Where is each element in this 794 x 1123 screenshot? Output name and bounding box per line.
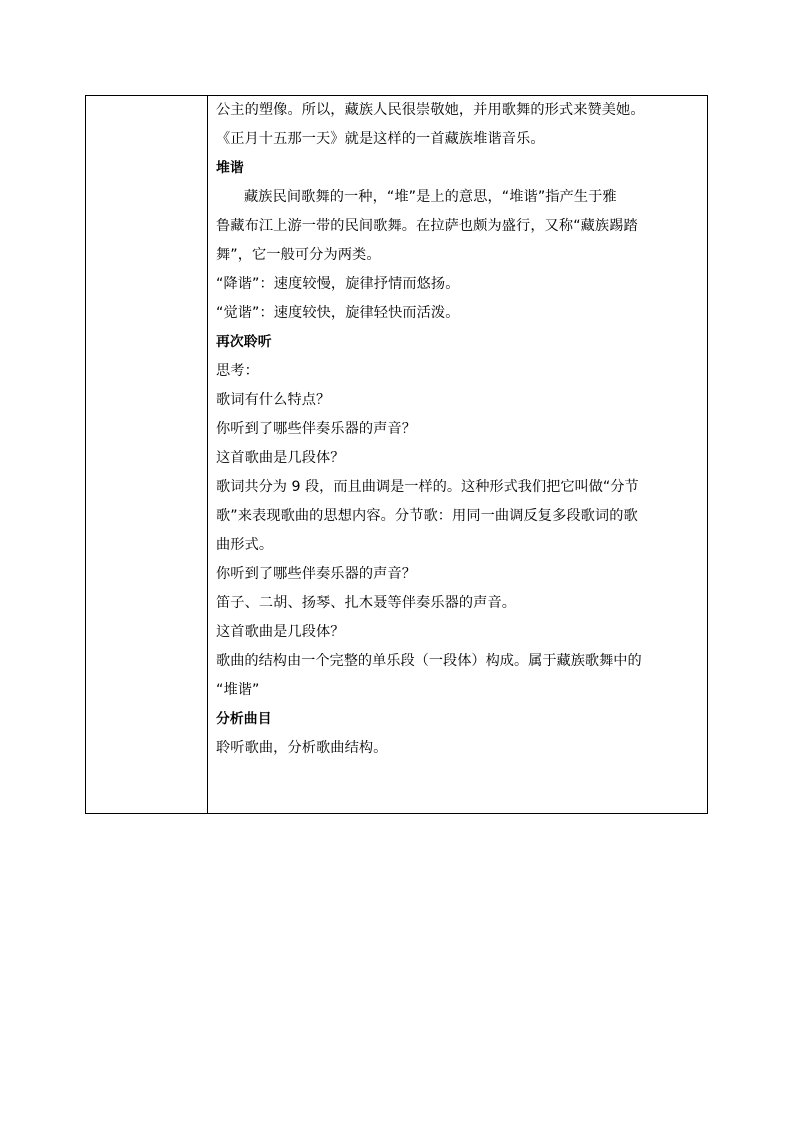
text-line: 公主的塑像。所以，藏族人民很崇敬她，并用歌舞的形式来赞美她。 bbox=[216, 102, 645, 118]
text-line: 藏族民间歌舞的一种，“堆”是上的意思，“堆谐”指产生于雅 bbox=[244, 189, 617, 205]
text-line: 《正月十五那一天》就是这样的一首藏族堆谐音乐。 bbox=[216, 131, 545, 147]
section-heading-analysis: 分析曲目 bbox=[216, 711, 272, 727]
text-line: 你听到了哪些伴奏乐器的声音？ bbox=[216, 421, 417, 437]
text-line: 歌词共分为 9 段，而且曲调是一样的。这种形式我们把它叫做“分节 bbox=[216, 479, 639, 495]
text-line: 歌曲的结构由一个完整的单乐段（一段体）构成。属于藏族歌舞中的 bbox=[216, 653, 642, 669]
text-line: “降谐”：速度较慢，旋律抒情而悠扬。 bbox=[216, 276, 460, 292]
text-line: 聆听歌曲，分析歌曲结构。 bbox=[216, 740, 388, 756]
text-line: 曲形式。 bbox=[216, 537, 274, 553]
text-line: 鲁藏布江上游一带的民间歌舞。在拉萨也颇为盛行，又称“藏族踢踏 bbox=[216, 218, 638, 234]
table-content-cell bbox=[208, 96, 707, 813]
text-line: 这首歌曲是几段体？ bbox=[216, 624, 345, 640]
text-line: 歌”来表现歌曲的思想内容。分节歌：用同一曲调反复多段歌词的歌 bbox=[216, 508, 638, 524]
text-line: “堆谐” bbox=[216, 682, 260, 698]
section-heading-duixie: 堆谐 bbox=[216, 160, 244, 176]
text-line: 笛子、二胡、扬琴、扎木聂等伴奏乐器的声音。 bbox=[216, 595, 517, 611]
text-line: 歌词有什么特点？ bbox=[216, 392, 331, 408]
text-line: 思考： bbox=[216, 363, 259, 379]
text-line: 你听到了哪些伴奏乐器的声音？ bbox=[216, 566, 417, 582]
text-line: “觉谐”：速度较快，旋律轻快而活泼。 bbox=[216, 305, 460, 321]
lesson-table bbox=[85, 95, 708, 814]
section-heading-listen-again: 再次聆听 bbox=[216, 334, 272, 350]
text-line: 舞”，它一般可分为两类。 bbox=[216, 247, 381, 263]
table-left-cell bbox=[86, 96, 208, 813]
text-line: 这首歌曲是几段体？ bbox=[216, 450, 345, 466]
